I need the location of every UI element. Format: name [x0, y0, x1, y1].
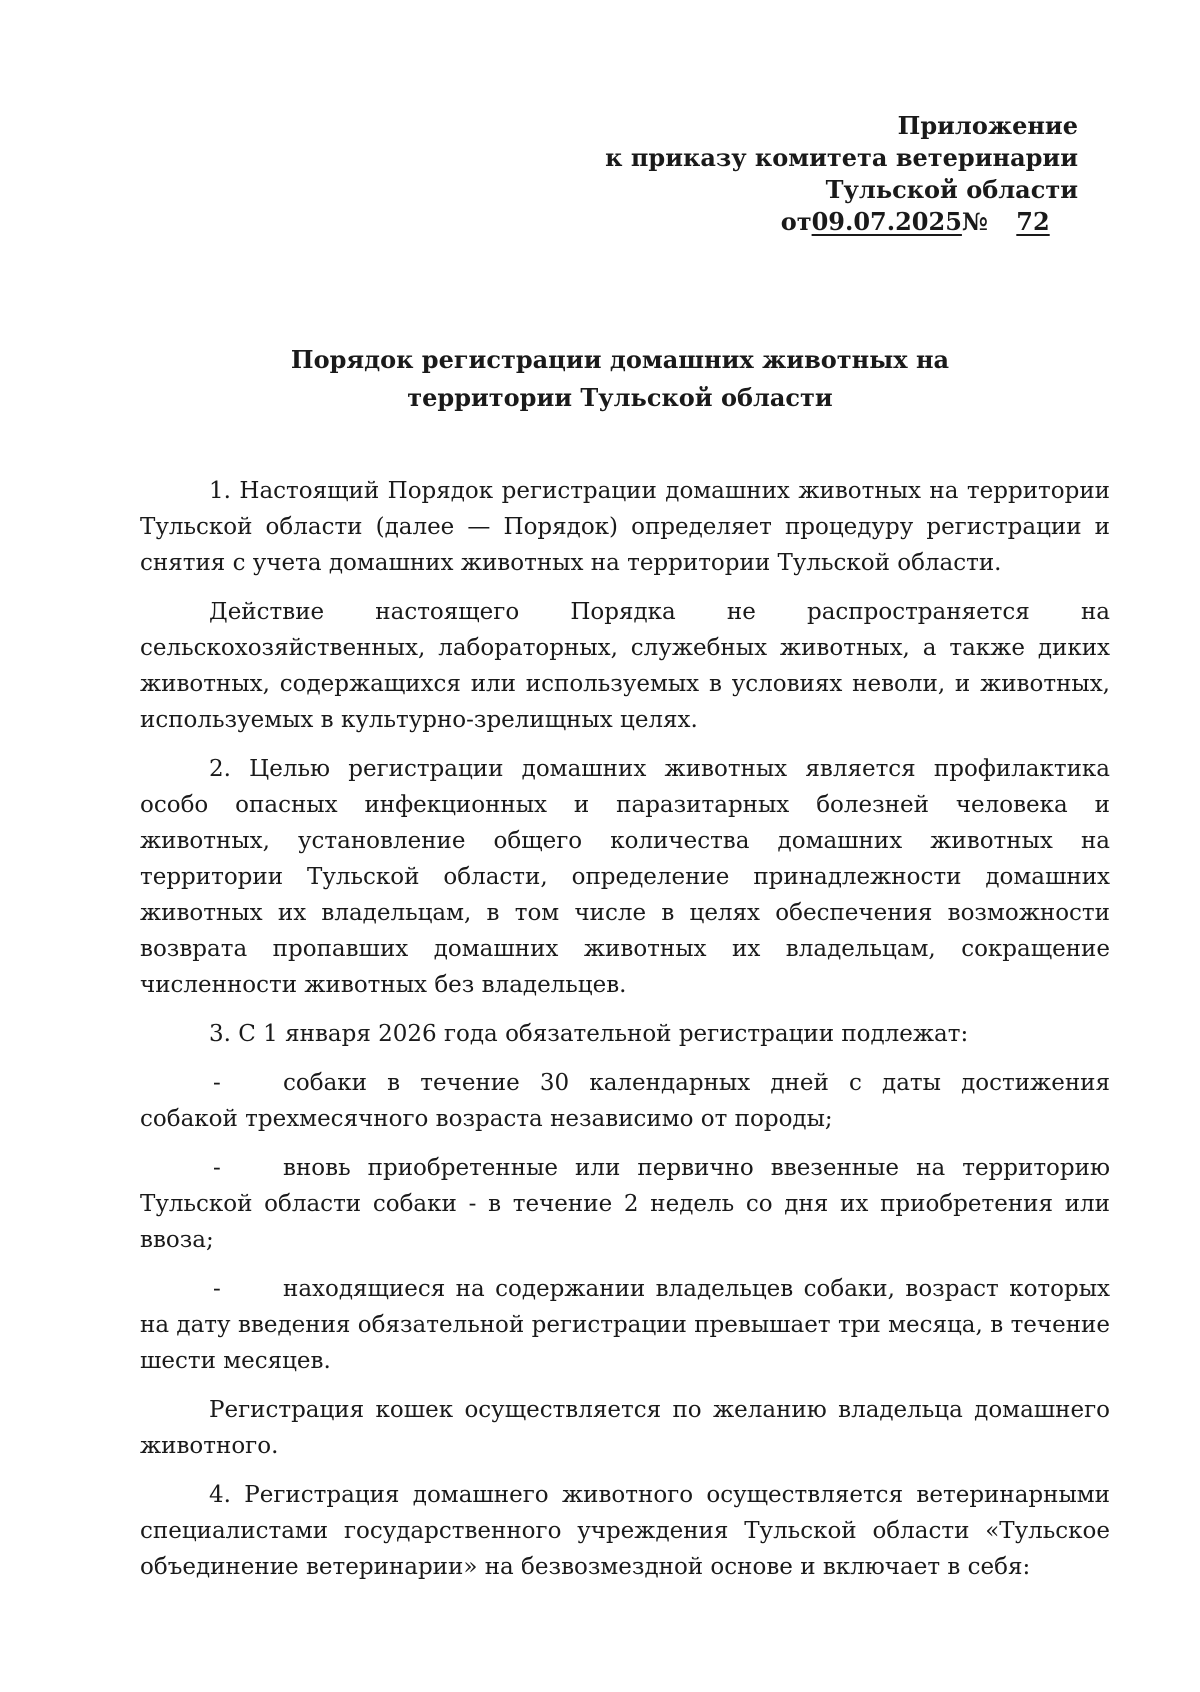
- number-label: №: [961, 207, 988, 236]
- list-item-text: находящиеся на содержании владельцев собаки, возраст которых на дату введения обязательной регистрации превышает три месяца, в течение шести месяцев.: [140, 1276, 1110, 1374]
- title-line-2: территории Тульской области: [407, 383, 833, 412]
- list-item: [140, 1150, 1110, 1258]
- dash-mark: -: [213, 1276, 221, 1302]
- appendix-label: Приложение: [897, 111, 1078, 140]
- document-title: [0, 341, 1200, 417]
- order-date: 09.07.2025: [811, 207, 962, 236]
- from-label: от: [780, 207, 812, 236]
- paragraph-1: 1. Настоящий Порядок регистрации домашних животных на территории Тульской области (далее — Порядок) определяет процедуру регистрации и снятия с учета домашних животных на территории Тульской области.: [140, 478, 1110, 576]
- title-line-1: Порядок регистрации домашних животных на: [290, 345, 950, 374]
- paragraph-exclusions: Действие настоящего Порядка не распространяется на сельскохозяйственных, лабораторных, служебных животных, а также диких животных, содержащихся или используемых в условиях неволи, и животных, используемых в культурно-зрелищных целях.: [140, 599, 1110, 733]
- appendix-date-number: [605, 206, 1078, 238]
- appendix-order-reference: к приказу комитета ветеринарии: [605, 143, 1078, 172]
- paragraph-4: 4. Регистрация домашнего животного осуществляется ветеринарными специалистами государственного учреждения Тульской области «Тульское объединение ветеринарии» на безвозмездной основе и включает в себя:: [140, 1482, 1110, 1580]
- list-item-text: собаки в течение 30 календарных дней с даты достижения собакой трехмесячного возраста независимо от породы;: [140, 1070, 1110, 1132]
- paragraph-cats: Регистрация кошек осуществляется по желанию владельца домашнего животного.: [140, 1397, 1110, 1459]
- appendix-header: [605, 110, 1078, 238]
- document-body: [140, 473, 1110, 1598]
- dash-mark: -: [213, 1070, 221, 1096]
- list-item: [140, 1065, 1110, 1137]
- order-number: 72: [1016, 207, 1050, 236]
- appendix-region: Тульской области: [825, 175, 1078, 204]
- list-item-text: вновь приобретенные или первично ввезенные на территорию Тульской области собаки - в течение 2 недель со дня их приобретения или ввоза;: [140, 1155, 1110, 1253]
- dash-mark: -: [213, 1155, 221, 1181]
- paragraph-3: 3. С 1 января 2026 года обязательной регистрации подлежат:: [209, 1021, 969, 1047]
- paragraph-2: 2. Целью регистрации домашних животных является профилактика особо опасных инфекционных и паразитарных болезней человека и животных, установление общего количества домашних животных на территории Тульской области, определение принадлежности домашних животных их владельцам, в том числе в целях обеспечения возможности возврата пропавших домашних животных их владельцам, сокращение численности животных без владельцев.: [140, 756, 1110, 998]
- list-item: [140, 1271, 1110, 1379]
